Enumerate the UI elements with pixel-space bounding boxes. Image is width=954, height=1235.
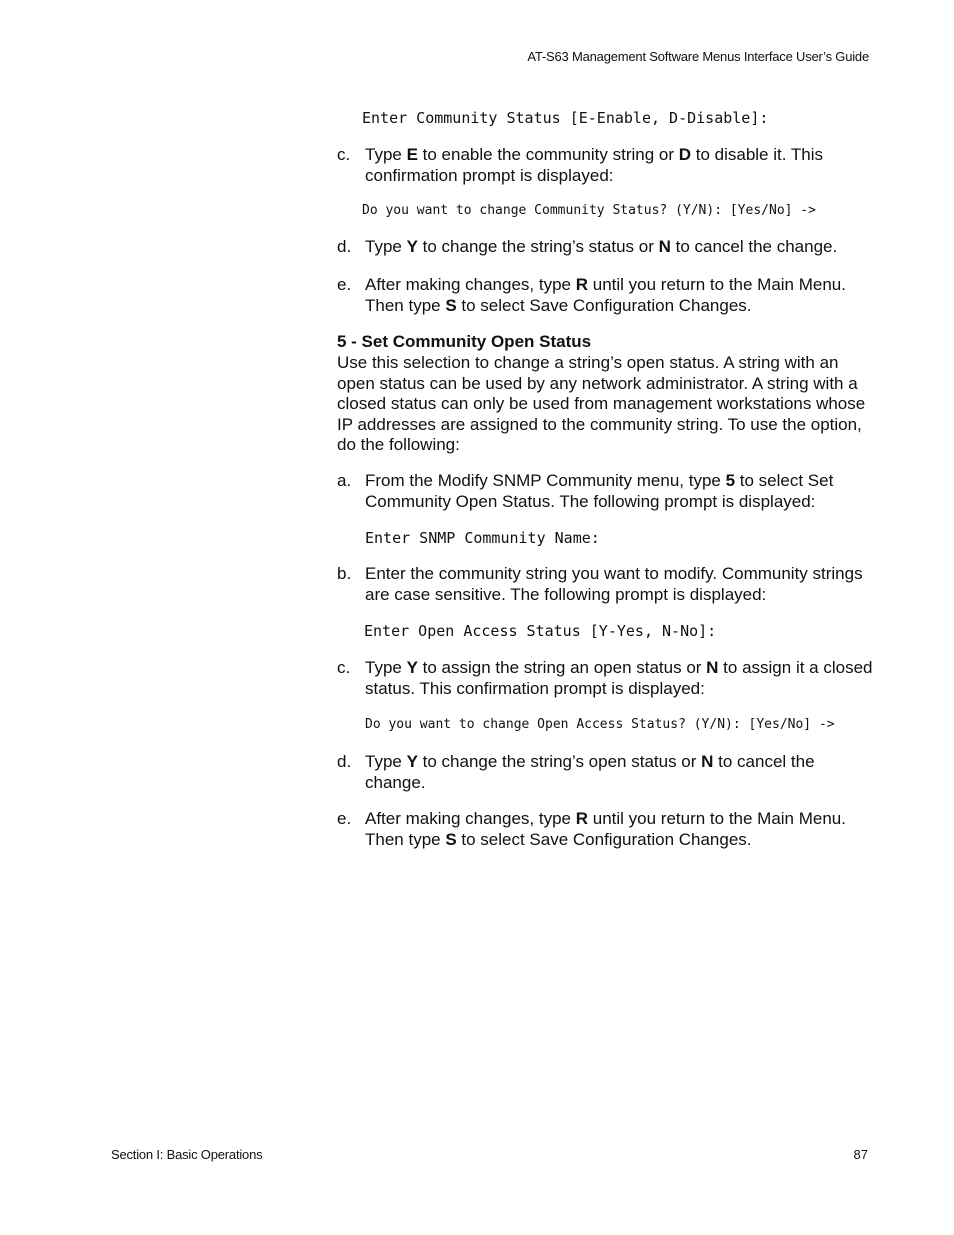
step-text: Type Y to change the string’s open status or N to cancel the change. <box>365 752 815 792</box>
prompt-community-status: Enter Community Status [E-Enable, D-Disable]: <box>362 109 769 127</box>
prompt-confirm-open-access: Do you want to change Open Access Status? (Y/N): [Yes/No] -> <box>365 717 835 732</box>
prompt-confirm-community-status: Do you want to change Community Status? (Y/N): [Yes/No] -> <box>362 203 816 218</box>
step-text: Type Y to assign the string an open status or N to assign it a closed status. This confirmation prompt is displayed: <box>365 658 873 698</box>
prompt-open-access-status: Enter Open Access Status [Y-Yes, N-No]: <box>364 622 717 640</box>
step-c-enable-community <box>337 145 877 187</box>
prompt-community-name: Enter SNMP Community Name: <box>365 529 600 547</box>
step-label: b. <box>337 564 352 583</box>
step-e-save-changes <box>337 275 877 317</box>
running-header: AT-S63 Management Software Menus Interface User’s Guide <box>527 49 869 64</box>
step-text: After making changes, type R until you return to the Main Menu. Then type S to select Save Configuration Changes. <box>365 275 846 315</box>
step-d-change-open-status <box>337 752 877 794</box>
section-heading: 5 - Set Community Open Status <box>337 332 592 351</box>
step-c-assign-open-status <box>337 658 877 700</box>
step-b-enter-string <box>337 564 877 606</box>
step-label: c. <box>337 658 351 677</box>
step-e-save-changes-2 <box>337 809 877 851</box>
footer-section: Section I: Basic Operations <box>111 1147 263 1162</box>
step-label: c. <box>337 145 351 164</box>
step-a-select-open-status <box>337 471 877 513</box>
step-d-change-status <box>337 237 877 259</box>
step-label: d. <box>337 237 352 256</box>
step-text: From the Modify SNMP Community menu, type 5 to select Set Community Open Status. The following prompt is displayed: <box>365 471 834 511</box>
step-label: e. <box>337 275 352 294</box>
step-text: Enter the community string you want to modify. Community strings are case sensitive. The following prompt is displayed: <box>365 564 863 604</box>
step-label: a. <box>337 471 352 490</box>
step-label: d. <box>337 752 352 771</box>
step-text: Type Y to change the string’s status or N to cancel the change. <box>365 237 838 256</box>
step-label: e. <box>337 809 352 828</box>
section-intro: Use this selection to change a string’s open status. A string with an open status can be used by any network administrator. A string with a closed status can only be used from management workstations whose IP addresses are assigned to the community string. To use the option, do the following: <box>337 353 866 454</box>
step-text: Type E to enable the community string or D to disable it. This confirmation prompt is displayed: <box>365 145 823 185</box>
step-text: After making changes, type R until you return to the Main Menu. Then type S to select Save Configuration Changes. <box>365 809 846 849</box>
page-number: 87 <box>853 1147 868 1162</box>
